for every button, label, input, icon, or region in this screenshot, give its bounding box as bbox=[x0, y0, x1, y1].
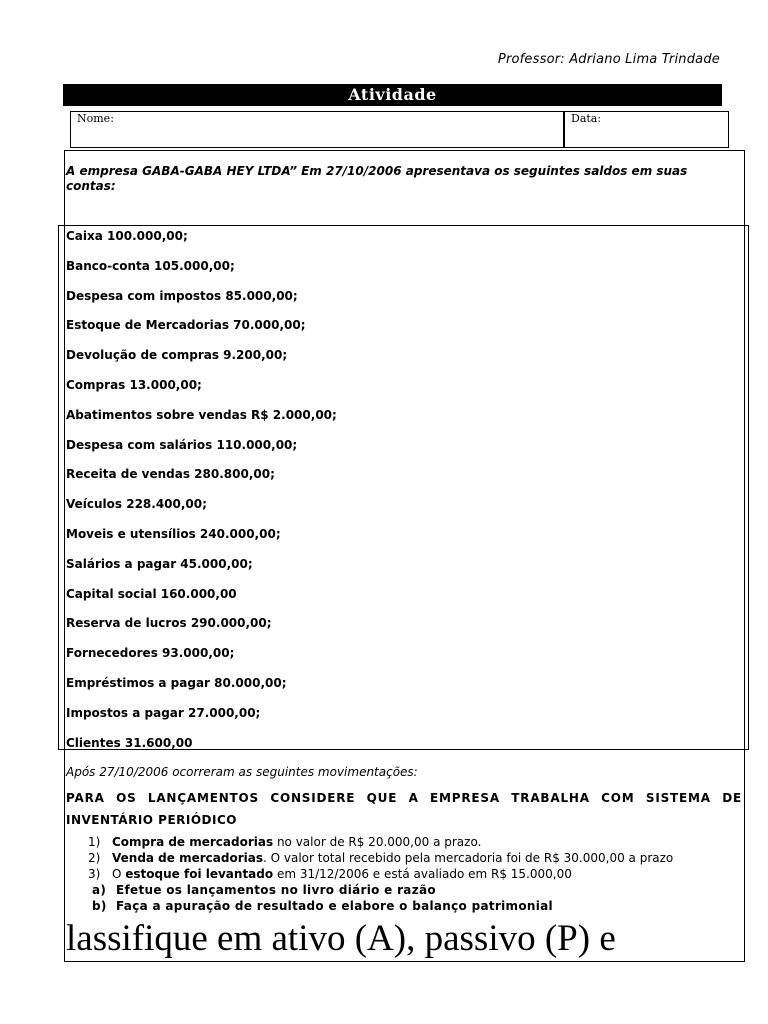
name-label: Nome: bbox=[77, 112, 114, 125]
movement-item bbox=[88, 850, 673, 866]
movement-prefix: O bbox=[112, 867, 126, 881]
task-letter: b) bbox=[92, 899, 107, 913]
account-item: Despesa com impostos 85.000,00; bbox=[66, 288, 298, 303]
name-field[interactable] bbox=[70, 111, 564, 148]
professor-name: Professor: Adriano Lima Trindade bbox=[497, 52, 720, 67]
account-item: Clientes 31.600,00 bbox=[66, 735, 193, 750]
movements-list bbox=[88, 834, 673, 914]
account-item: Moveis e utensílios 240.000,00; bbox=[66, 526, 281, 541]
account-item: Devolução de compras 9.200,00; bbox=[66, 348, 288, 363]
account-item: Capital social 160.000,00 bbox=[66, 586, 237, 601]
instruction-line-1: PARA OS LANÇAMENTOS CONSIDERE QUE A EMPRESA TRABALHA COM SISTEMA DE bbox=[66, 791, 742, 805]
movement-text: . O valor total recebido pela mercadoria foi de R$ 30.000,00 a prazo bbox=[262, 851, 674, 865]
movement-item bbox=[88, 866, 673, 882]
task-text: Efetue os lançamentos no livro diário e razão bbox=[116, 883, 436, 897]
movement-number: 3) bbox=[88, 867, 101, 881]
account-item: Despesa com salários 110.000,00; bbox=[66, 437, 298, 452]
account-item: Impostos a pagar 27.000,00; bbox=[66, 705, 261, 720]
account-item: Empréstimos a pagar 80.000,00; bbox=[66, 675, 287, 690]
movement-bold: estoque foi levantado bbox=[125, 867, 274, 881]
date-field[interactable] bbox=[564, 111, 729, 148]
movement-text: em 31/12/2006 e está avaliado em R$ 15.000,00 bbox=[273, 867, 572, 881]
task-text: Faça a apuração de resultado e elabore o balanço patrimonial bbox=[116, 899, 553, 913]
task-item bbox=[92, 898, 673, 914]
account-item: Fornecedores 93.000,00; bbox=[66, 646, 235, 661]
movement-number: 1) bbox=[88, 835, 101, 849]
account-item: Compras 13.000,00; bbox=[66, 377, 202, 392]
movement-text: no valor de R$ 20.000,00 a prazo. bbox=[273, 835, 482, 849]
classify-heading: lassifique em ativo (A), passivo (P) e bbox=[66, 918, 616, 959]
account-item: Salários a pagar 45.000,00; bbox=[66, 556, 253, 571]
account-item: Veículos 228.400,00; bbox=[66, 497, 207, 512]
account-item: Abatimentos sobre vendas R$ 2.000,00; bbox=[66, 407, 337, 422]
account-item: Caixa 100.000,00; bbox=[66, 229, 188, 243]
account-item: Receita de vendas 280.800,00; bbox=[66, 467, 275, 482]
instruction-line-2: INVENTÁRIO PERIÓDICO bbox=[66, 813, 237, 827]
movement-bold: Compra de mercadorias bbox=[112, 835, 274, 849]
movement-number: 2) bbox=[88, 851, 101, 865]
account-item: Banco-conta 105.000,00; bbox=[66, 258, 235, 273]
task-item bbox=[92, 882, 673, 898]
intro-text: A empresa GABA-GABA HEY LTDA” Em 27/10/2006 apresentava os seguintes saldos em suas contas: bbox=[66, 164, 688, 193]
accounts-list bbox=[66, 228, 337, 764]
movement-item bbox=[88, 834, 673, 850]
task-letter: a) bbox=[92, 883, 107, 897]
page-title: Atividade bbox=[63, 84, 722, 106]
account-item: Estoque de Mercadorias 70.000,00; bbox=[66, 318, 306, 333]
movement-bold: Venda de mercadorias bbox=[112, 851, 263, 865]
account-item: Reserva de lucros 290.000,00; bbox=[66, 616, 272, 631]
movements-intro: Após 27/10/2006 ocorreram as seguintes movimentações: bbox=[66, 765, 418, 779]
date-label: Data: bbox=[571, 112, 602, 125]
